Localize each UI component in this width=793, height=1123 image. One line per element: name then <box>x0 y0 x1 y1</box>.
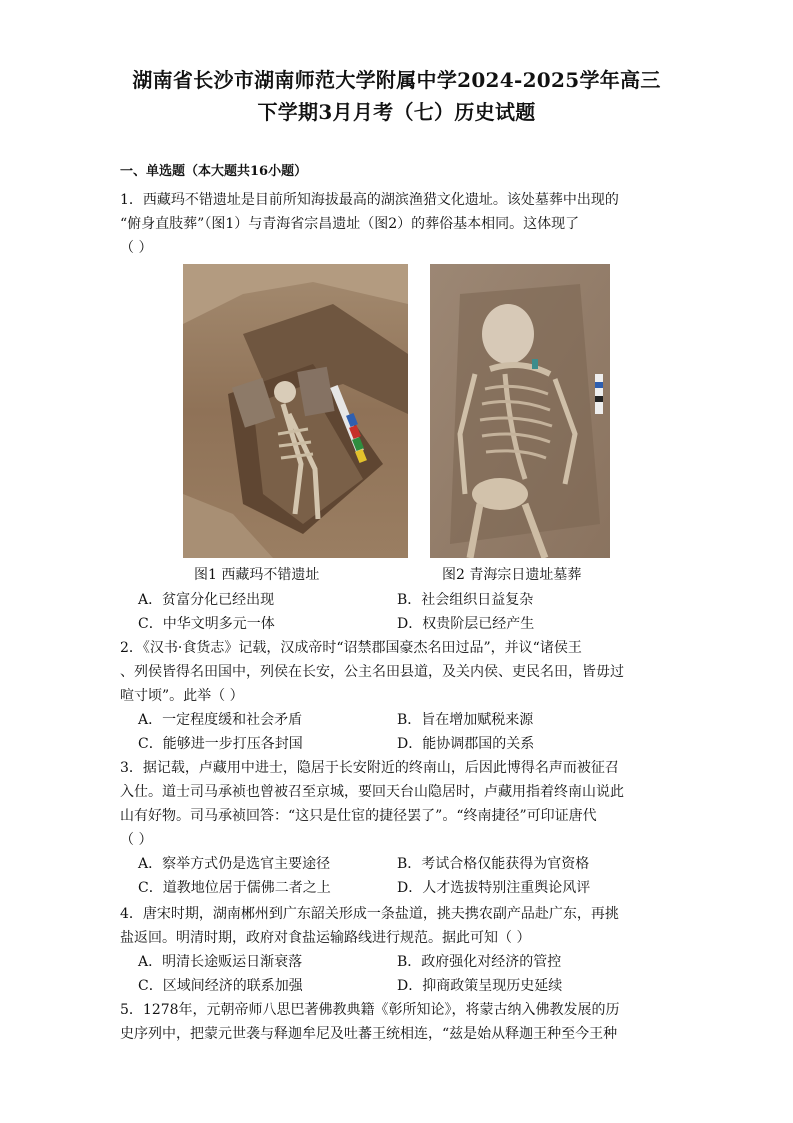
q3-stem-line4: （ ） <box>120 832 153 848</box>
figure2-caption: 图2 青海宗日遗址墓葬 <box>442 567 582 583</box>
q3-stem-line1: 3．据记载，卢藏用中进士，隐居于长安附近的终南山，后因此博得名声而被征召 <box>120 760 619 776</box>
q3-option-b[interactable]: B．考试合格仅能获得为官资格 <box>397 856 590 872</box>
q2-option-b[interactable]: B．旨在增加赋税来源 <box>397 712 534 728</box>
q2-stem-line1: 2．《汉书·食货志》记载，汉成帝时“诏禁郡国豪杰名田过品”，并议“诸侯王 <box>120 640 582 656</box>
q2-stem-line3: 喧寸顷”。此举（ ） <box>120 688 244 704</box>
q4-stem-line2: 盐返回。明清时期，政府对食盐运输路线进行规范。据此可知（ ） <box>120 930 531 946</box>
q4-option-a[interactable]: A．明清长途贩运日渐衰落 <box>138 954 303 970</box>
q4-option-d[interactable]: D．抑商政策呈现历史延续 <box>397 978 563 994</box>
q4-option-b[interactable]: B．政府强化对经济的管控 <box>397 954 562 970</box>
q2-stem-line2: 、列侯皆得名田国中，列侯在长安，公主名田县道，及关内侯、吏民名田，皆毋过 <box>120 664 624 680</box>
q1-option-b[interactable]: B．社会组织日益复杂 <box>397 592 534 608</box>
figure1-caption: 图1 西藏玛不错遗址 <box>194 567 320 583</box>
document-title-line1: 湖南省长沙市湖南师范大学附属中学2024-2025学年高三 <box>132 68 661 92</box>
q3-option-c[interactable]: C．道教地位居于儒佛二者之上 <box>138 880 331 896</box>
q2-option-a[interactable]: A．一定程度缓和社会矛盾 <box>138 712 303 728</box>
q4-option-c[interactable]: C．区域间经济的联系加强 <box>138 978 303 994</box>
q3-option-a[interactable]: A．察举方式仍是选官主要途径 <box>138 856 331 872</box>
document-title-line2: 下学期3月月考（七）历史试题 <box>257 100 536 124</box>
q3-option-d[interactable]: D．人才选拔特别注重舆论风评 <box>397 880 591 896</box>
q5-stem-line1: 5．1278年，元朝帝师八思巴著佛教典籍《彰所知论》，将蒙古纳入佛教发展的历 <box>120 1002 620 1018</box>
q2-option-c[interactable]: C．能够进一步打压各封国 <box>138 736 303 752</box>
q1-stem-line3: （ ） <box>120 240 153 256</box>
q3-stem-line2: 入仕。道士司马承祯也曾被召至京城，要回天台山隐居时，卢藏用指着终南山说此 <box>120 784 624 800</box>
q1-stem-line1: 1．西藏玛不错遗址是目前所知海拔最高的湖滨渔猎文化遗址。该处墓葬中出现的 <box>120 192 619 208</box>
q1-option-d[interactable]: D．权贵阶层已经产生 <box>397 616 535 632</box>
q1-option-a[interactable]: A．贫富分化已经出现 <box>138 592 275 608</box>
q1-stem-line2: “俯身直肢葬”（图1）与青海省宗昌遗址（图2）的葬俗基本相同。这体现了 <box>120 216 580 232</box>
section-heading: 一、单选题（本大题共16小题） <box>120 164 308 179</box>
q3-stem-line3: 山有好物。司马承祯回答：“这只是仕宦的捷径罢了”。“终南捷径”可印证唐代 <box>120 808 597 824</box>
figure2-photo <box>430 264 610 558</box>
q2-option-d[interactable]: D．能协调郡国的关系 <box>397 736 535 752</box>
figure1-photo <box>183 264 408 558</box>
q5-stem-line2: 史序列中，把蒙元世袭与释迦牟尼及吐蕃王统相连，“兹是始从释迦王种至今王种 <box>120 1026 618 1042</box>
q4-stem-line1: 4．唐宋时期，湖南郴州到广东韶关形成一条盐道，挑夫携农副产品赴广东，再挑 <box>120 906 619 922</box>
q1-option-c[interactable]: C．中华文明多元一体 <box>138 616 275 632</box>
